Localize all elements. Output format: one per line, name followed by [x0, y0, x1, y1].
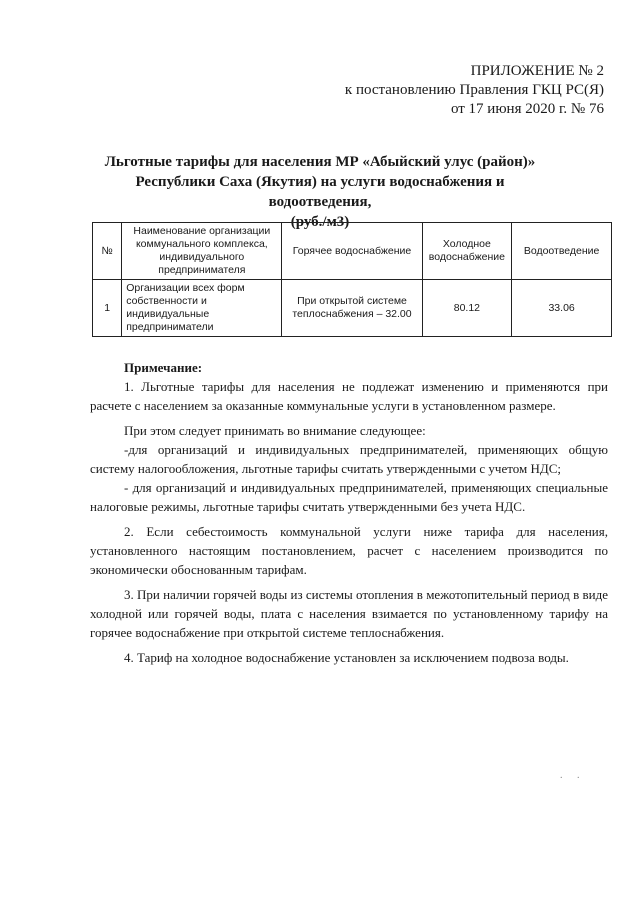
appendix-number: ПРИЛОЖЕНИЕ № 2: [470, 63, 604, 79]
cell-num: 1: [93, 280, 122, 337]
note-paragraph-7: 4. Тариф на холодное водоснабжение установлен за исключением подвоза воды.: [124, 650, 569, 665]
cell-drainage: 33.06: [512, 280, 612, 337]
notes-section: [90, 358, 608, 667]
appendix-reference: к постановлению Правления ГКЦ РС(Я): [344, 82, 604, 98]
note-paragraph-5: 2. Если себестоимость коммунальной услуги ниже тарифа для населения, установленного настоящим постановлением, расчет с населением производится по экономически обоснованным тарифам.: [90, 524, 608, 577]
appendix-header: [345, 62, 604, 119]
table-header-row: [93, 223, 612, 280]
scan-marks: . .: [560, 770, 586, 781]
header-hot-water: Горячее водоснабжение: [282, 223, 422, 280]
header-drainage: Водоотведение: [512, 223, 612, 280]
document-title: [100, 152, 540, 232]
cell-hot-water: При открытой системе теплоснабжения – 32.00: [282, 280, 422, 337]
table-row: [93, 280, 612, 337]
header-cold-water: Холодное водоснабжение: [422, 223, 512, 280]
cell-cold-water: 80.12: [422, 280, 512, 337]
cell-organization: Организации всех форм собственности и индивидуальные предприниматели: [122, 280, 282, 337]
note-paragraph-6: 3. При наличии горячей воды из системы отопления в межотопительный период в виде холодной или горячей воды, плата с населения взимается по установленному тарифу на горячее водоснабжение при открытой системе теплоснабжения.: [90, 587, 608, 640]
note-paragraph-1: 1. Льготные тарифы для населения не подлежат изменению и применяются при расчете с населением за оказанные коммунальные услуги в установленном размере.: [90, 379, 608, 413]
notes-label: Примечание:: [124, 360, 203, 375]
note-paragraph-4: - для организаций и индивидуальных предпринимателей, применяющих специальные налоговые режимы, льготные тарифы считать утвержденными без учета НДС.: [90, 480, 608, 514]
note-paragraph-2: При этом следует принимать во внимание следующее:: [124, 423, 426, 438]
appendix-date: от 17 июня 2020 г. № 76: [450, 101, 604, 117]
title-line-3: (руб./м3): [290, 214, 350, 230]
tariffs-table: [92, 222, 612, 337]
header-num: №: [93, 223, 122, 280]
note-paragraph-3: -для организаций и индивидуальных предпринимателей, применяющих общую систему налогообложения, льготные тарифы считать утвержденными с учетом НДС;: [90, 442, 608, 476]
title-line-2: Республики Саха (Якутия) на услуги водоснабжения и водоотведения,: [135, 174, 505, 210]
header-organization: Наименование организации коммунального комплекса, индивидуального предпринимателя: [122, 223, 282, 280]
title-line-1: Льготные тарифы для населения МР «Абыйский улус (район)»: [104, 154, 536, 170]
